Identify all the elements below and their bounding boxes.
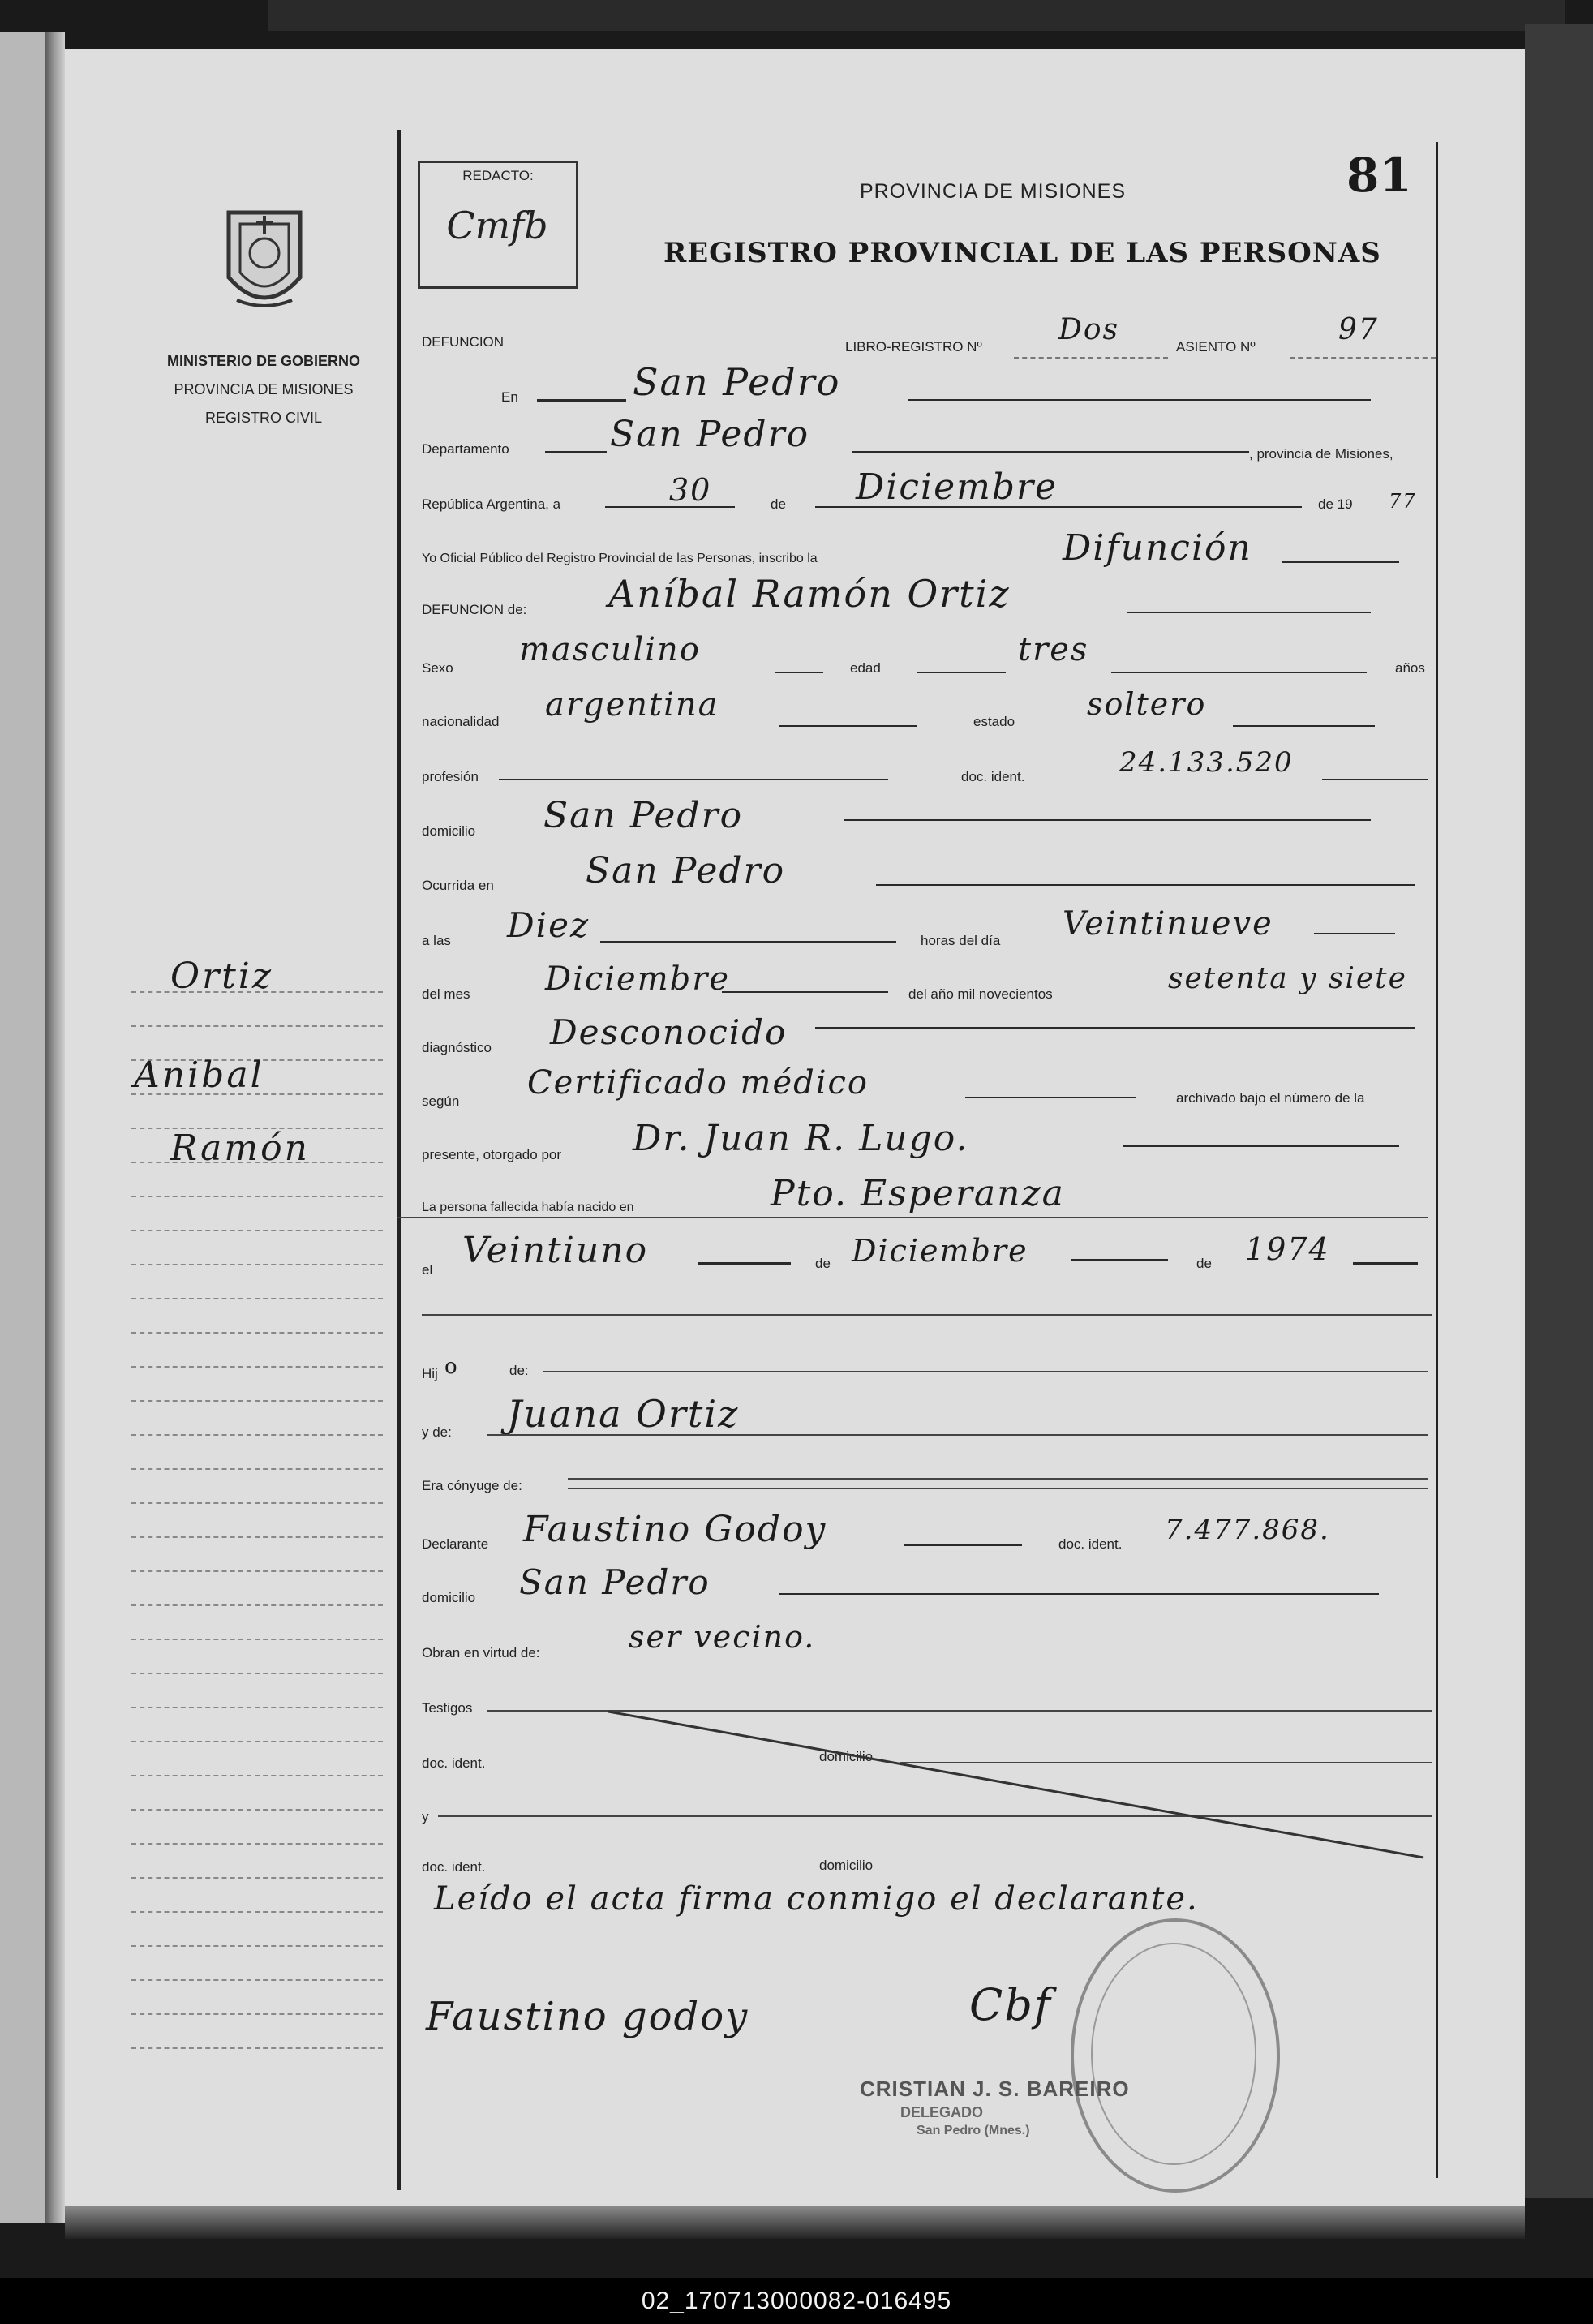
official-round-stamp-inner — [1091, 1943, 1256, 2165]
value-declarante: Faustino Godoy — [523, 1509, 827, 1550]
value-doc: 24.133.520 — [1119, 746, 1294, 779]
top-binding — [268, 0, 1565, 31]
rule-madre — [487, 1434, 1428, 1436]
value-edad: tres — [1018, 631, 1089, 668]
page-bottom-shadow — [65, 2206, 1525, 2239]
label-doc-testigo-1: doc. ident. — [422, 1755, 486, 1771]
fill-ano-nac — [1353, 1262, 1418, 1265]
label-conyuge: Era cónyuge de: — [422, 1478, 522, 1493]
margin-second-name: Ramón — [170, 1128, 310, 1169]
coat-of-arms-seal — [213, 204, 316, 320]
label-sexo: Sexo — [422, 660, 453, 676]
label-republica: República Argentina, a — [422, 496, 561, 512]
strike-line — [568, 1703, 1428, 1866]
margin-rule-line — [131, 1843, 383, 1845]
fill-hora — [600, 941, 896, 943]
label-ocurrida: Ocurrida en — [422, 878, 494, 893]
fill-ocurrida — [876, 884, 1415, 886]
label-domicilio-declarante: domicilio — [422, 1590, 476, 1605]
fill-mes-hecho — [722, 991, 888, 993]
label-domicilio-testigo-2: domicilio — [819, 1858, 874, 1873]
label-de-ano-nac: de — [1196, 1256, 1212, 1271]
label-obran: Obran en virtud de: — [422, 1645, 540, 1660]
label-defuncion-de: DEFUNCION de: — [422, 602, 527, 617]
label-ano-mil: del año mil novecientos — [908, 986, 1053, 1002]
value-ano-nac: 1974 — [1245, 1231, 1330, 1267]
fill-edad-a — [917, 672, 1006, 673]
margin-rule-line — [131, 1536, 383, 1538]
margin-rule-line — [131, 1400, 383, 1402]
margin-rule-line — [131, 1230, 383, 1231]
value-diagnostico: Desconocido — [550, 1012, 788, 1052]
stamp-role: DELEGADO — [900, 2104, 984, 2120]
right-border-line — [1436, 142, 1438, 2178]
value-estado: soltero — [1087, 686, 1207, 722]
folio-number: 81 — [1346, 148, 1412, 203]
value-inscribo: Difunción — [1063, 527, 1252, 569]
label-domicilio-testigo-1: domicilio — [819, 1749, 874, 1764]
value-departamento: San Pedro — [610, 414, 810, 455]
ministry-province: PROVINCIA DE MISIONES — [174, 381, 354, 397]
value-lugar-nac: Pto. Esperanza — [771, 1173, 1065, 1214]
label-doc-testigo-2: doc. ident. — [422, 1859, 486, 1875]
label-testigos: Testigos — [422, 1700, 473, 1716]
label-doc-declarante: doc. ident. — [1058, 1536, 1123, 1552]
fill-medico — [1123, 1145, 1399, 1147]
label-y-de: y de: — [422, 1424, 452, 1440]
margin-rule-line — [131, 1979, 383, 1981]
label-libro: LIBRO-REGISTRO Nº — [845, 339, 982, 354]
label-asiento: ASIENTO Nº — [1176, 339, 1256, 354]
value-asiento: 97 — [1338, 313, 1379, 346]
label-de-nac: de — [815, 1256, 831, 1271]
label-domicilio: domicilio — [422, 823, 476, 839]
value-obran: ser vecino. — [629, 1619, 816, 1655]
label-doc-ident: doc. ident. — [961, 769, 1025, 784]
value-en: San Pedro — [633, 360, 841, 404]
province-heading: PROVINCIA DE MISIONES — [860, 180, 1127, 203]
label-declarante: Declarante — [422, 1536, 489, 1552]
fill-inscribo — [1282, 561, 1399, 563]
rule-conyuge-2 — [568, 1488, 1428, 1489]
rule-conyuge — [568, 1478, 1428, 1480]
margin-rule-line — [131, 1468, 383, 1470]
margin-rule-line — [131, 1025, 383, 1027]
label-defuncion: DEFUNCION — [422, 334, 505, 350]
label-del-mes: del mes — [422, 986, 470, 1002]
book-cover-edge — [1525, 24, 1593, 2198]
value-ocurrida: San Pedro — [586, 850, 786, 891]
margin-line — [397, 130, 401, 2190]
margin-rule-line — [131, 1196, 383, 1197]
fill-dia-nac — [698, 1262, 791, 1265]
fill-estado — [1233, 725, 1375, 727]
label-edad: edad — [850, 660, 881, 676]
label-en: En — [501, 389, 518, 405]
fill-diagnostico — [815, 1027, 1415, 1029]
value-hijo-o: o — [444, 1355, 459, 1379]
label-hijo: Hij — [422, 1366, 438, 1381]
fill-nombre — [1127, 612, 1371, 613]
left-page-edge — [0, 32, 45, 2223]
label-anos: años — [1395, 660, 1425, 676]
label-estado: estado — [973, 714, 1015, 729]
label-nacido: La persona fallecida había nacido en — [422, 1201, 634, 1214]
margin-rule-line — [131, 1434, 383, 1436]
fill-mes — [815, 506, 1302, 508]
label-el: el — [422, 1262, 433, 1278]
label-nacionalidad: nacionalidad — [422, 714, 500, 729]
label-de-hijo: de: — [509, 1363, 529, 1378]
fill-dia-hecho — [1314, 933, 1395, 934]
label-de-19: de 19 — [1318, 496, 1353, 512]
value-ano-hecho: setenta y siete — [1168, 962, 1407, 995]
margin-rule-line — [131, 1298, 383, 1299]
margin-rule-line — [131, 1809, 383, 1811]
margin-rule-line — [131, 2047, 383, 2049]
fill-sexo — [775, 672, 823, 673]
registry-heading: REGISTRO PROVINCIAL DE LAS PERSONAS — [663, 237, 1381, 269]
fill-dia — [605, 506, 735, 508]
value-ano: 77 — [1389, 490, 1417, 513]
fill-mes-nac — [1071, 1259, 1168, 1261]
value-mes-hecho: Diciembre — [545, 960, 731, 998]
value-nombre: Aníbal Ramón Ortiz — [608, 572, 1011, 616]
margin-rule-line — [131, 2013, 383, 2015]
value-dia: 30 — [669, 472, 712, 508]
label-profesion: profesión — [422, 769, 479, 784]
label-yo-oficial: Yo Oficial Público del Registro Provincial de las Personas, inscribo la — [422, 552, 818, 565]
value-mes: Diciembre — [856, 466, 1058, 508]
ministry-block — [114, 347, 414, 432]
label-archivado: archivado bajo el número de la — [1176, 1090, 1365, 1106]
margin-rule-line — [131, 1707, 383, 1708]
value-nacionalidad: argentina — [545, 686, 719, 724]
redacto-box — [418, 161, 578, 289]
value-madre: Juana Ortiz — [507, 1392, 740, 1436]
margin-surname: Ortiz — [170, 956, 274, 997]
value-domicilio-declarante: San Pedro — [519, 1562, 711, 1602]
label-a-las: a las — [422, 933, 451, 948]
fill-en-a — [537, 399, 626, 402]
fill-domicilio — [844, 819, 1371, 821]
value-dia-hecho: Veintinueve — [1063, 905, 1273, 943]
declarant-signature: Faustino godoy — [426, 1994, 749, 2039]
margin-rule-line — [131, 1741, 383, 1742]
book-spine — [45, 32, 65, 2223]
margin-rule-line — [131, 1570, 383, 1572]
rule-blank-1 — [422, 1314, 1432, 1316]
label-provincia: , provincia de Misiones, — [1249, 446, 1393, 462]
rule-nacido — [397, 1217, 1428, 1218]
label-de-mes: de — [771, 496, 786, 512]
value-medico: Dr. Juan R. Lugo. — [633, 1118, 969, 1159]
fill-segun — [965, 1097, 1136, 1098]
margin-rule-line — [131, 1877, 383, 1879]
value-doc-declarante: 7.477.868. — [1165, 1514, 1330, 1546]
margin-rule-line — [131, 1366, 383, 1368]
rule-hijo — [543, 1371, 1428, 1372]
fill-edad-b — [1111, 672, 1367, 673]
label-horas: horas del día — [921, 933, 1001, 948]
margin-first-name: Anibal — [134, 1055, 264, 1096]
fill-declarante — [904, 1544, 1022, 1546]
fill-depto-a — [545, 451, 607, 453]
label-presente: presente, otorgado por — [422, 1147, 562, 1162]
fill-doc — [1322, 779, 1428, 780]
margin-rule-line — [131, 1264, 383, 1265]
label-segun: según — [422, 1093, 460, 1109]
margin-rule-line — [131, 1604, 383, 1606]
image-caption: 02_170713000082-016495 — [641, 2287, 952, 2314]
margin-rule-line — [131, 1639, 383, 1640]
fill-domicilio-declarante — [779, 1593, 1379, 1595]
fill-profesion — [499, 779, 888, 780]
label-departamento: Departamento — [422, 441, 509, 457]
value-hora: Diez — [507, 905, 590, 945]
label-diagnostico: diagnóstico — [422, 1040, 492, 1055]
margin-rule-line — [131, 1911, 383, 1913]
redacto-initials: Cmfb — [446, 204, 548, 247]
value-dia-nac: Veintiuno — [462, 1230, 649, 1271]
ministry-title: MINISTERIO DE GOBIERNO — [166, 353, 361, 369]
redacto-label: REDACTO: — [462, 168, 534, 183]
ministry-registry: REGISTRO CIVIL — [204, 410, 323, 426]
label-y-testigo: y — [422, 1809, 429, 1824]
margin-rule-line — [131, 1332, 383, 1334]
margin-rule-line — [131, 1775, 383, 1776]
value-libro: Dos — [1058, 313, 1120, 346]
rule-libro — [1014, 357, 1168, 359]
margin-rule-line — [131, 1945, 383, 1947]
margin-rule-line — [131, 1502, 383, 1504]
margin-rule-line — [131, 1673, 383, 1674]
value-mes-nac: Diciembre — [852, 1233, 1028, 1269]
closing-statement: Leído el acta firma conmigo el declarante. — [434, 1880, 1199, 1918]
fill-depto-b — [852, 451, 1249, 453]
value-segun: Certificado médico — [527, 1064, 869, 1102]
rule-asiento — [1290, 357, 1436, 359]
fill-nacionalidad — [779, 725, 917, 727]
stamp-place: San Pedro (Mnes.) — [917, 2124, 1030, 2137]
fill-en-b — [908, 399, 1371, 401]
official-signature: Cbf — [969, 1979, 1052, 2030]
stamp-name: CRISTIAN J. S. BAREIRO — [860, 2077, 1130, 2101]
value-domicilio: San Pedro — [543, 795, 744, 836]
value-sexo: masculino — [519, 631, 701, 668]
